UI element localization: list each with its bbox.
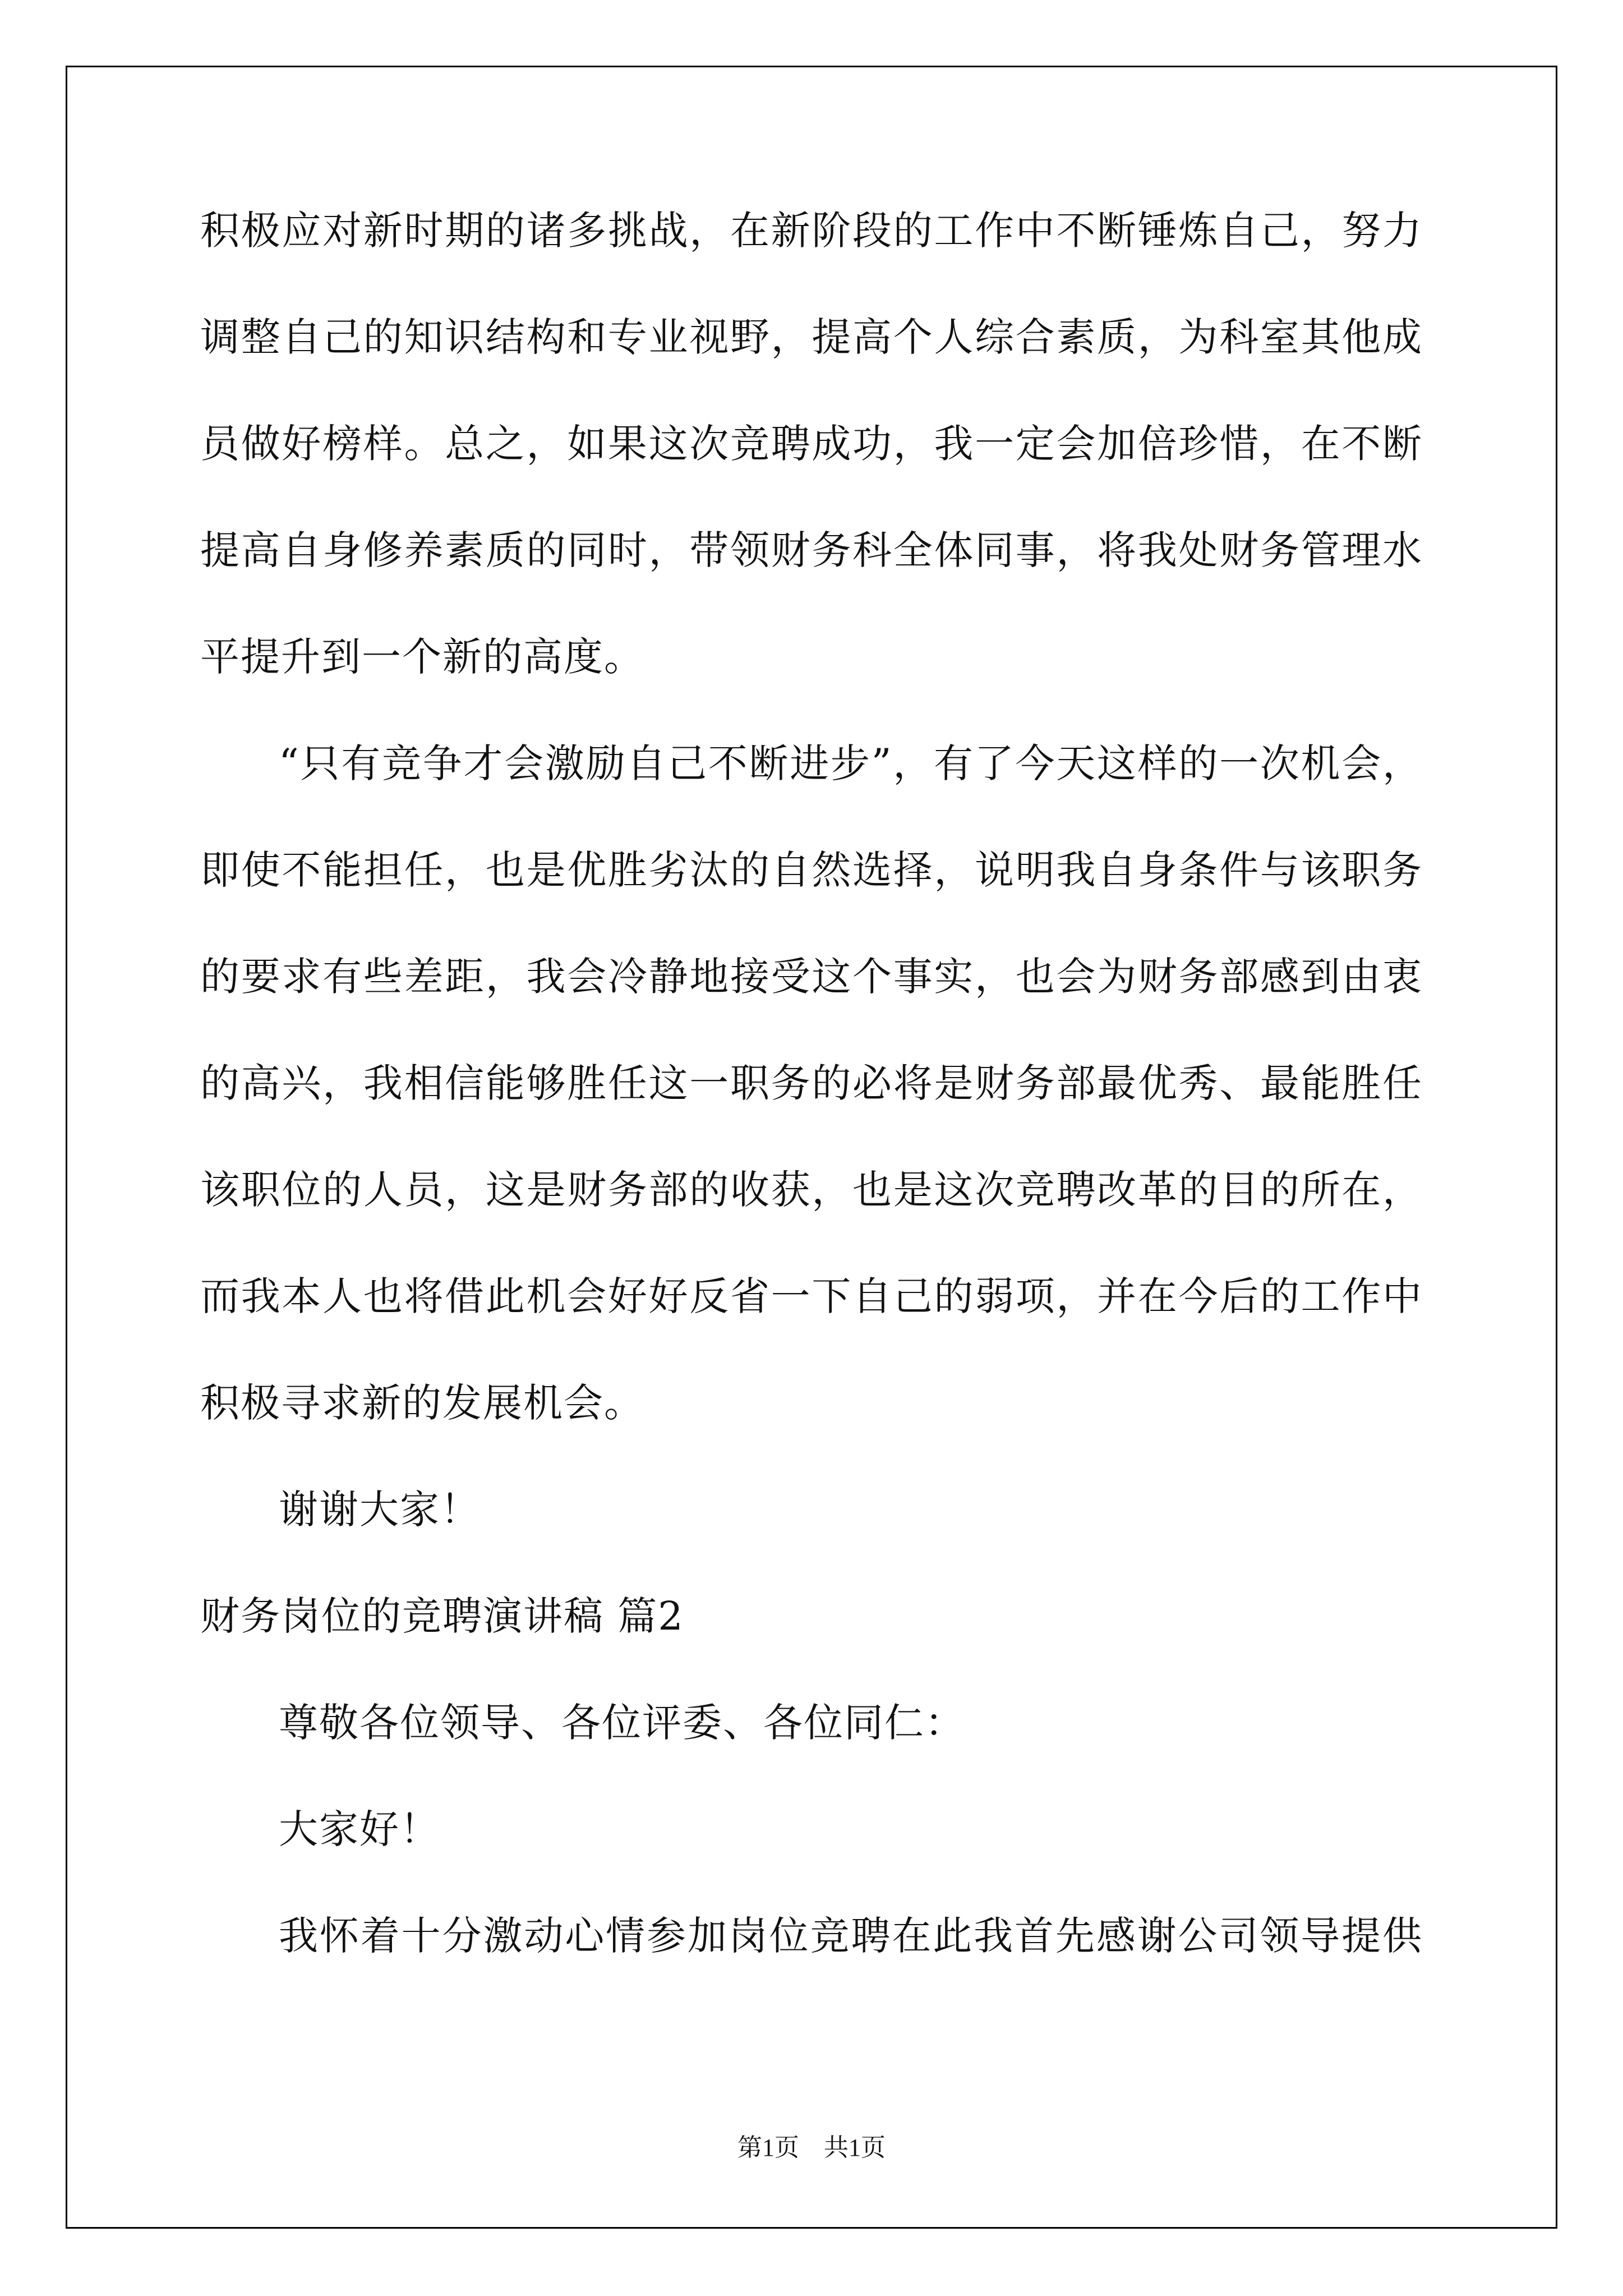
text-line: 的要求有些差距，我会冷静地接受这个事实，也会为财务部感到由衷 (200, 954, 1423, 1000)
text-line: 调整自己的知识结构和专业视野，提高个人综合素质，为科室其他成 (200, 314, 1423, 360)
paragraph-start: 我怀着十分激动心情参加岗位竞聘在此我首先感谢公司领导提供 (279, 1913, 1423, 1959)
text-line: 而我本人也将借此机会好好反省一下自己的弱项，并在今后的工作中 (200, 1273, 1423, 1319)
text-line: 的高兴，我相信能够胜任这一职务的必将是财务部最优秀、最能胜任 (200, 1060, 1423, 1106)
text-line: 员做好榜样。总之，如果这次竞聘成功，我一定会加倍珍惜，在不断 (200, 421, 1423, 467)
page-footer: 第1页 共1页 (737, 2134, 886, 2161)
text-line: 该职位的人员，这是财务部的收获，也是这次竞聘改革的目的所在， (200, 1167, 1423, 1213)
text-line: 积极寻求新的发展机会。 (200, 1380, 644, 1426)
closing-thanks: 谢谢大家！ (279, 1487, 481, 1533)
section-heading: 财务岗位的竞聘演讲稿 篇2 (200, 1593, 684, 1639)
greeting: 大家好！ (279, 1806, 440, 1852)
page-border (66, 66, 1557, 2229)
paragraph-start: “只有竞争才会激励自己不断进步”，有了今天这样的一次机会， (279, 740, 1423, 786)
text-line: 平提升到一个新的高度。 (200, 634, 644, 680)
text-line: 提高自身修养素质的同时，带领财务科全体同事，将我处财务管理水 (200, 527, 1423, 573)
text-line: 即使不能担任，也是优胜劣汰的自然选择，说明我自身条件与该职务 (200, 847, 1423, 893)
text-line: 积极应对新时期的诸多挑战，在新阶段的工作中不断锤炼自己，努力 (200, 208, 1423, 254)
salutation: 尊敬各位领导、各位评委、各位同仁： (279, 1700, 965, 1746)
